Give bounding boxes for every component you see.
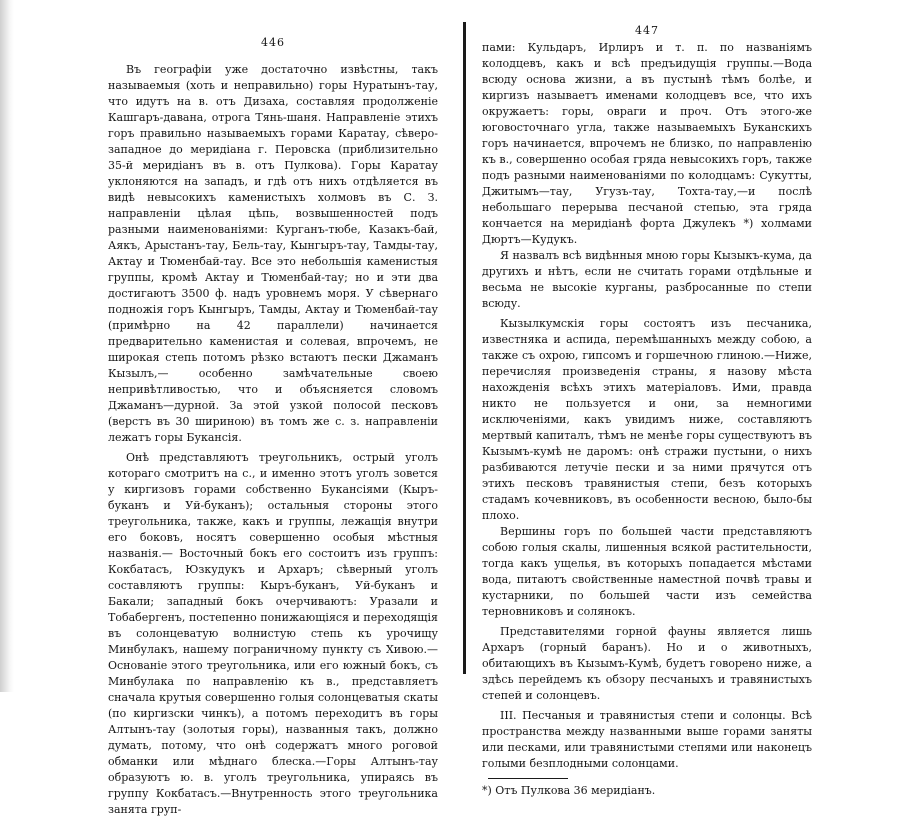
paragraph: Въ географіи уже достаточно извѣстны, такъ называемыя (хоть и неправильно) горы Нуратынъ-тау, что идутъ на в. отъ Дизаха, составляя продолженіе Кашгаръ-давана, отрога Тянь-шаня. Направленіе этихъ горъ правильно называемыхъ горами Каратау, сѣверо-западное до меридіана г. Перовска (приблизительно 35-й меридіанъ въ в. отъ Пулкова). Горы Каратау уклоняются на западъ, и гдѣ отъ нихъ отдѣляется въ видѣ невысокихъ каменистыхъ холмовъ въ С. З. направленіи цѣлая цѣпь, возвышенностей подъ разными наименованіями: Курганъ-тюбе, Казакъ-бай, Аякъ, Арыстанъ-тау, Бель-тау, Кынгыръ-тау, Тамды-тау, Актау и Тюменбай-тау. Все это небольшія каменистыя группы, кромѣ Актау и Тюменбай-тау; но и эти два достигаютъ 3500 ф. надъ уровнемъ моря. У сѣвернаго подножія горъ Кынгыръ, Тамды, Актау и Тюменбай-тау (примѣрно на 42 параллели) начинается предварительно каменистая и солевая, впрочемъ, не широкая степь потомъ рѣзко встаютъ пески Джаманъ Кызылъ,— особенно замѣчательные своею непривѣтливостью, что и объясняется словомъ Джаманъ—дурной. За этой узкой полосой песковъ (верстъ въ 30 шириною) въ томъ же с. з. направленіи лежатъ горы Букансія. [108, 63, 438, 444]
paragraph: пами: Кульдаръ, Ирлиръ и т. п. по названіямъ колодцевъ, какъ и всѣ предъидущія группы.—Вода всюду основа жизни, а въ пустынѣ тѣмъ болѣе, и киргизъ называетъ именами колодцевъ все, что ихъ окружаетъ: горы, овраги и проч. Отъ этого-же юговосточнаго угла, также называемыхъ Буканскихъ горъ начинается, впрочемъ не близко, по направленію къ в., совершенно особая гряда невысокихъ горъ, также подъ разными наименованіями по колодцамъ: Сукутты, Джитымъ—тау, Угузъ-тау, Тохта-тау,—и послѣ небольшаго перерыва песчаной степью, эта гряда кончается на меридіанѣ форта Джулекъ *) холмами Дюртъ—Кудукъ. [482, 41, 812, 246]
scan-edge-shadow [0, 0, 14, 692]
left-page-text [108, 62, 438, 818]
paragraph: Представителями горной фауны является лишь Архаръ (горный баранъ). Но и о животныхъ, обитающихъ въ Кызымъ-Кумѣ, будетъ говорено ниже, а здѣсь перейдемъ къ обзору песчаныхъ и травянистыхъ степей и солонцевъ. [482, 625, 812, 702]
book-gutter [463, 22, 466, 674]
paragraph: Онѣ представляютъ треугольникъ, острый уголъ котораго смотритъ на с., и именно этотъ уголъ зовется у киргизовъ горами собственно Букансіями (Кыръ-буканъ и Уй-буканъ); остальныя стороны этого треугольника, также, какъ и группы, лежащія внутри его боковъ, носятъ совершенно особыя мѣстныя названія.— Восточный бокъ его состоитъ изъ группъ: Кокбатасъ, Юзкудукъ и Архаръ; сѣверный уголъ составляютъ группы: Кыръ-буканъ, Уй-буканъ и Бакали; западный бокъ очерчиваютъ: Уразали и Тобабергенъ, постепенно понижающіяся и переходящія въ солонцеватую волнистую степь къ урочищу Минбулакъ, нашему пограничному пункту съ Хивою.—Основаніе этого треугольника, или его южный бокъ, съ Минбулака по направленію къ в., представляетъ сначала крутыя совершенно голыя солонцеватыя скаты (по киргизски чинкъ), а потомъ переходитъ въ горы Алтынъ-тау (золотыя горы), названныя такъ, должно думать, потому, что онѣ содержатъ много роговой обманки или мѣднаго блеска.—Горы Алтынъ-тау образуютъ ю. в. уголъ треугольника, упираясь въ группу Кокбатасъ.—Внутренность этого треугольника занята груп- [108, 451, 438, 816]
left-page [108, 0, 438, 816]
left-page-number: 446 [261, 36, 285, 49]
right-page-text [482, 40, 812, 799]
footnote-divider [488, 778, 568, 779]
right-page-number: 447 [635, 24, 659, 37]
paragraph: Я назвалъ всѣ видѣнныя мною горы Кызыкъ-кума, да другихъ и нѣтъ, если не считать горами отдѣльные и весьма не высокіе курганы, разбросанные по степи всюду. [482, 249, 812, 310]
section-heading-paragraph: III. Песчаныя и травянистыя степи и солонцы. Всѣ пространства между названными выше горами заняты или песками, или травянистыми степями или наконецъ голыми безплодными солонцами. [482, 709, 812, 770]
paragraph: Вершины горъ по большей части представляютъ собою голыя скалы, лишенныя всякой растительности, тогда какъ ущелья, въ которыхъ попадается мѣстами вода, питаютъ свойственные наместной почвѣ травы и кустарники, по большей части изъ семейства терновниковъ и солянокъ. [482, 525, 812, 618]
footnote: *) Отъ Пулкова 36 меридіанъ. [482, 784, 656, 797]
paragraph: Кызылкумскія горы состоятъ изъ песчаника, известняка и аспида, перемѣшанныхъ между собою, а также съ охрою, гипсомъ и горшечною глиною.—Ниже, перечисляя произведенія страны, я назову мѣста нахожденія всѣхъ этихъ матеріаловъ. Ими, правда никто не пользуется и они, за немногими исключеніями, какъ увидимъ ниже, составляютъ мертвый капиталъ, тѣмъ не менѣе горы существуютъ въ Кызымъ-кумѣ не даромъ: онѣ стражи пустыни, о нихъ разбиваются летучіе пески и за ними прячутся отъ этихъ песковъ травянистыя степи, безъ которыхъ стадамъ кочевниковъ, въ особенности весною, было-бы плохо. [482, 317, 812, 522]
right-page [482, 0, 812, 797]
